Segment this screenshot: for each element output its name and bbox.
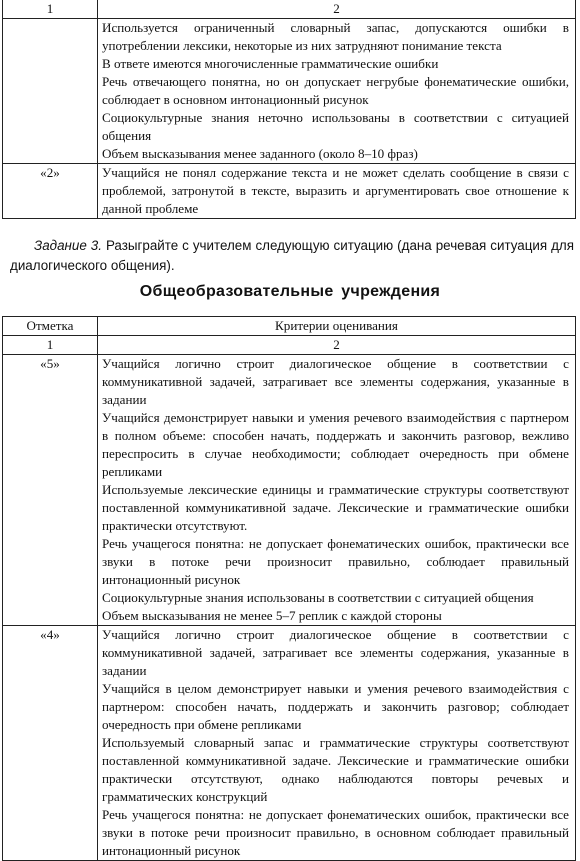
criteria-cell — [98, 164, 576, 219]
column-number-row — [3, 0, 576, 19]
criterion-text: Учащийся не понял содержание текста и не может сделать сообщение в связи с проблемой, затронутой в тексте, выразить и аргументировать свое отношение к данной проблеме — [102, 165, 569, 216]
criterion-text: Учащийся в целом демонстрирует навыки и умения речевого взаимодействия с партнером: способен начать, поддержать и закончить разговор; соблюдает очередность при обмене репликами — [102, 681, 569, 732]
criterion-text: Учащийся демонстрирует навыки и умения речевого взаимодействия с партнером в полном объеме: способен начать, поддержать и закончить разговор, вежливо переспросить в случае необходимости; соблюдает очередность при обмене репликами — [102, 410, 569, 479]
task-text: Разыграйте с учителем следующую ситуацию (дана речевая ситуация для диалогического общения). — [10, 238, 574, 273]
criteria-cell — [98, 19, 576, 164]
table-row — [3, 626, 576, 861]
task-paragraph — [10, 236, 574, 276]
criteria-cell — [98, 626, 576, 861]
criterion-text: Учащийся логично строит диалогическое общение в соответствии с коммуникативной задачей, затрагивает все элементы содержания, указанные в задании — [102, 356, 569, 407]
criteria-table — [2, 316, 576, 861]
criterion-text: Учащийся логично строит диалогическое общение в соответствии с коммуникативной задачей, затрагивает все элементы содержания, указанные в задании — [102, 627, 569, 678]
criterion-text: Речь учащегося понятна: не допускает фонематических ошибок, практически все звуки в потоке речи произносит правильно, в основном соблюдает правильный интонационный рисунок — [102, 807, 569, 858]
criteria-table-continued — [2, 0, 576, 219]
grade-cell — [3, 19, 98, 164]
criterion-text: Речь отвечающего понятна, но он допускает негрубые фонематические ошибки, соблюдает в основном интонационный рисунок — [102, 74, 569, 107]
table-row — [3, 355, 576, 626]
grade-cell: «5» — [3, 355, 98, 626]
task-label: Задание 3. — [34, 238, 102, 253]
column-header-grade: Отметка — [3, 317, 98, 336]
criterion-text: Объем высказывания менее заданного (около 8–10 фраз) — [102, 146, 418, 161]
table-row — [3, 164, 576, 219]
column-number-1: 1 — [3, 0, 98, 19]
criterion-text: Используется ограниченный словарный запас, допускаются ошибки в употреблении лексики, некоторые из них затрудняют понимание текста — [102, 20, 569, 53]
criterion-text: Социокультурные знания неточно использованы в соответствии с ситуацией общения — [102, 110, 569, 143]
column-number-2: 2 — [98, 336, 576, 355]
criterion-text: Речь учащегося понятна: не допускает фонематических ошибок, практически все звуки в потоке речи произносит правильно, соблюдает правильный интонационный рисунок — [102, 536, 569, 587]
criterion-text: В ответе имеются многочисленные грамматические ошибки — [102, 56, 439, 71]
grade-cell: «2» — [3, 164, 98, 219]
table-row — [3, 19, 576, 164]
column-header-row — [3, 317, 576, 336]
criterion-text: Используемые лексические единицы и грамматические структуры соответствуют поставленной коммуникативной задаче. Лексические и грамматические ошибки практически отсутствуют. — [102, 482, 569, 533]
grade-cell: «4» — [3, 626, 98, 861]
section-title: Общеобразовательные учреждения — [139, 283, 441, 300]
criteria-cell — [98, 355, 576, 626]
column-header-criteria: Критерии оценивания — [98, 317, 576, 336]
column-number-1: 1 — [3, 336, 98, 355]
criterion-text: Используемый словарный запас и грамматические структуры соответствуют поставленной коммуникативной задаче. Лексические и грамматические ошибки практически отсутствуют, однако наблюдаются повторы речевых и грамматических конструкций — [102, 735, 569, 804]
criterion-text: Социокультурные знания использованы в соответствии с ситуацией общения — [102, 590, 534, 605]
column-number-2: 2 — [98, 0, 576, 19]
column-number-row — [3, 336, 576, 355]
criterion-text: Объем высказывания не менее 5–7 реплик с каждой стороны — [102, 608, 442, 623]
